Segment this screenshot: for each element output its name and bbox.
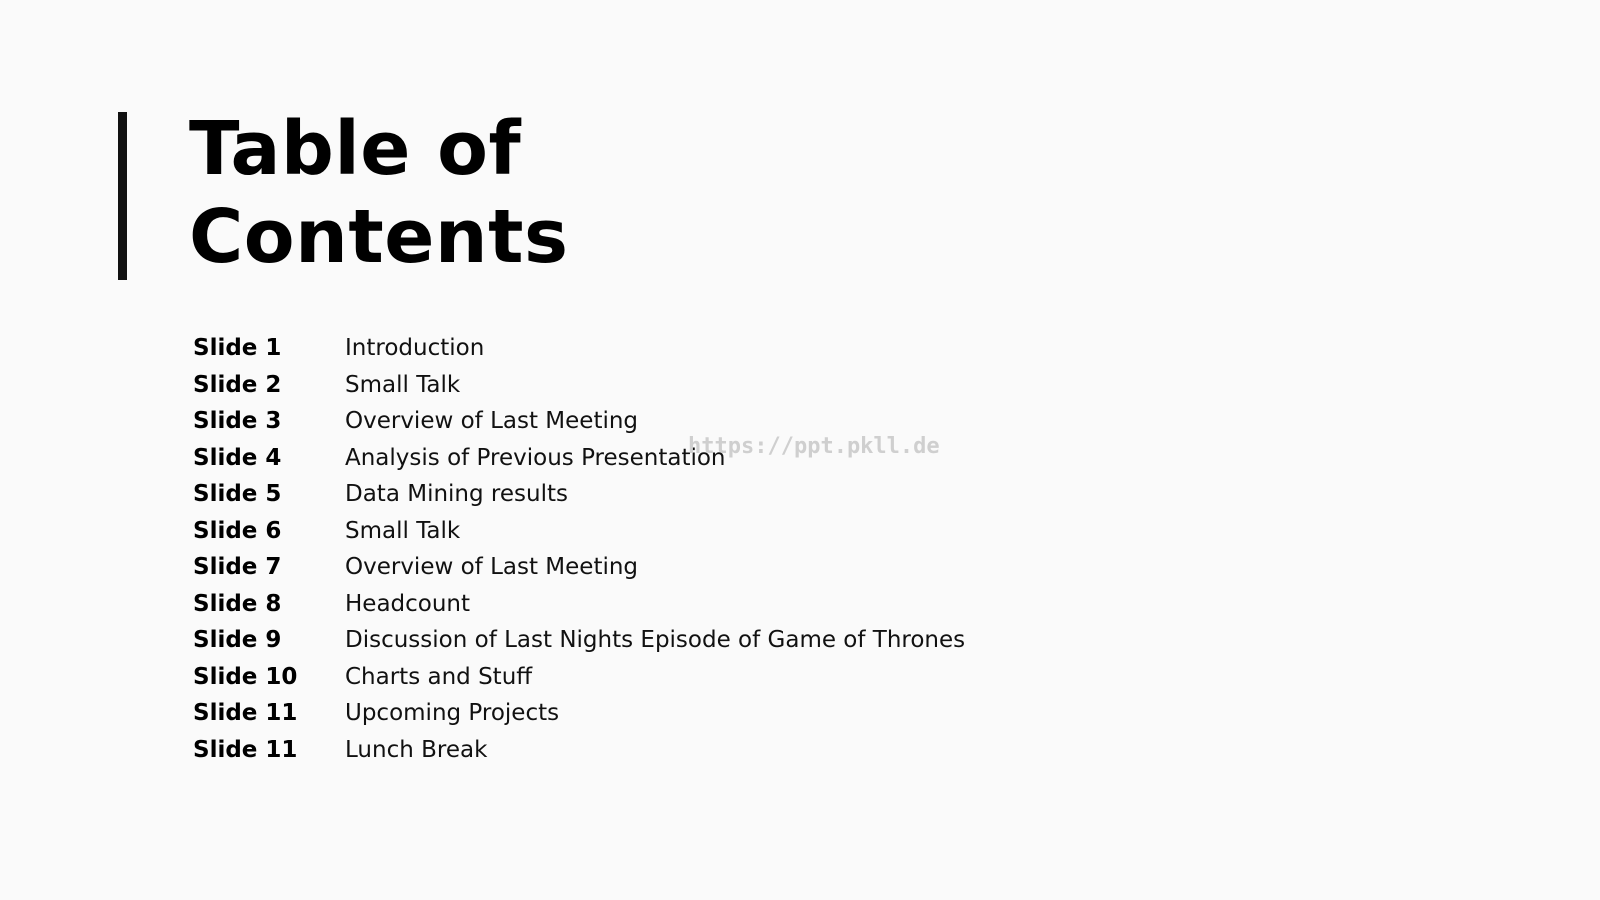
toc-row <box>193 659 965 696</box>
page-title <box>189 105 569 281</box>
toc-topic: Headcount <box>345 590 471 617</box>
table-of-contents-list <box>193 330 965 768</box>
toc-slide-number: Slide 11 <box>193 700 298 727</box>
toc-row <box>193 476 965 513</box>
toc-topic: Upcoming Projects <box>345 700 560 727</box>
toc-slide-number: Slide 7 <box>193 554 282 581</box>
toc-row <box>193 549 965 586</box>
toc-slide-number: Slide 3 <box>193 408 282 435</box>
toc-topic: Overview of Last Meeting <box>345 554 639 581</box>
toc-topic: Small Talk <box>345 517 461 544</box>
title-accent-bar <box>118 112 127 280</box>
toc-slide-number: Slide 6 <box>193 517 282 544</box>
toc-topic: Discussion of Last Nights Episode of Game of Thrones <box>345 627 966 654</box>
toc-slide-number: Slide 10 <box>193 663 298 690</box>
toc-topic: Charts and Stuff <box>345 663 533 690</box>
toc-topic: Analysis of Previous Presentation <box>345 444 726 471</box>
toc-slide-number: Slide 9 <box>193 627 282 654</box>
toc-row <box>193 330 965 367</box>
toc-topic: Overview of Last Meeting <box>345 408 639 435</box>
toc-topic: Small Talk <box>345 371 461 398</box>
toc-topic: Introduction <box>345 335 485 362</box>
toc-row <box>193 732 965 769</box>
toc-topic: Data Mining results <box>345 481 568 508</box>
watermark-text: https://ppt.pkll.de <box>688 434 940 459</box>
title-line-2: Contents <box>189 194 569 280</box>
toc-slide-number: Slide 2 <box>193 371 282 398</box>
toc-row <box>193 513 965 550</box>
toc-row <box>193 586 965 623</box>
title-line-1: Table of <box>189 106 522 192</box>
toc-row <box>193 622 965 659</box>
toc-slide-number: Slide 8 <box>193 590 282 617</box>
toc-slide-number: Slide 11 <box>193 736 298 763</box>
toc-topic: Lunch Break <box>345 736 488 763</box>
toc-slide-number: Slide 5 <box>193 481 282 508</box>
toc-row <box>193 695 965 732</box>
toc-row <box>193 367 965 404</box>
toc-slide-number: Slide 1 <box>193 335 282 362</box>
toc-slide-number: Slide 4 <box>193 444 282 471</box>
